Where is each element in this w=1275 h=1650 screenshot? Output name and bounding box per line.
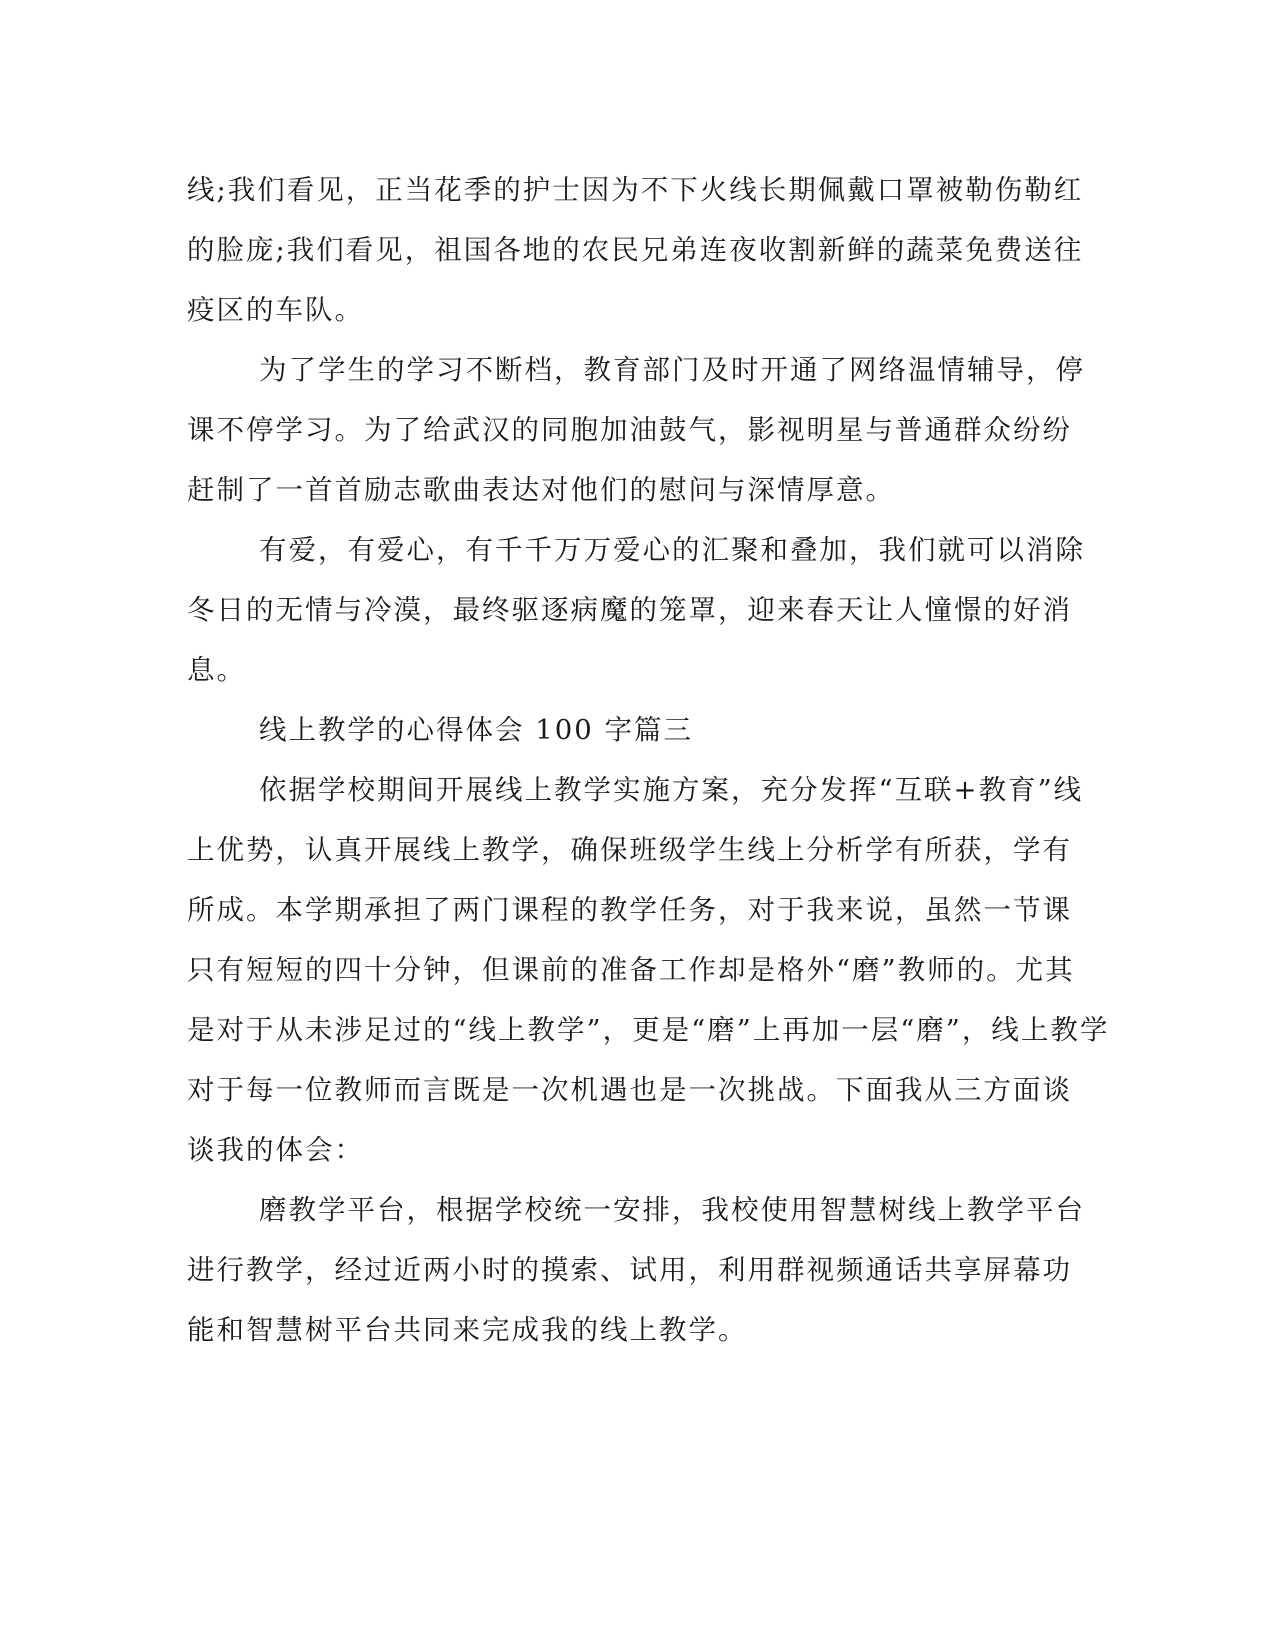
text-line: 能和智慧树平台共同来完成我的线上教学。 (187, 1314, 748, 1346)
text-line: 疫区的车队。 (187, 294, 364, 326)
text-line: 冬日的无情与冷漠，最终驱逐病魔的笼罩，迎来春天让人憧憬的好消 (187, 594, 1072, 626)
text-line: 只有短短的四十分钟，但课前的准备工作却是格外“磨”教师的。尤其 (187, 954, 1075, 986)
text-line: 是对于从未涉足过的“线上教学”，更是“磨”上再加一层“磨”，线上教学 (187, 1014, 1110, 1046)
section-heading: 线上教学的心得体会 100 字篇三 (259, 714, 693, 746)
text-line: 课不停学习。为了给武汉的同胞加油鼓气，影视明星与普通群众纷纷 (187, 414, 1072, 446)
paragraph-first-line: 依据学校期间开展线上教学实施方案，充分发挥“互联+教育”线 (259, 774, 1084, 806)
text-line: 进行教学，经过近两小时的摸索、试用，利用群视频通话共享屏幕功 (187, 1254, 1072, 1286)
paragraph-first-line: 有爱，有爱心，有千千万万爱心的汇聚和叠加，我们就可以消除 (259, 534, 1085, 566)
text-line: 的脸庞;我们看见，祖国各地的农民兄弟连夜收割新鲜的蔬菜免费送往 (187, 234, 1084, 266)
document-body (187, 160, 1110, 1360)
text-line: 所成。本学期承担了两门课程的教学任务，对于我来说，虽然一节课 (187, 894, 1072, 926)
paragraph-first-line: 为了学生的学习不断档，教育部门及时开通了网络温情辅导，停 (259, 354, 1085, 386)
text-line: 谈我的体会： (187, 1134, 364, 1166)
text-line: 赶制了一首首励志歌曲表达对他们的慰问与深情厚意。 (187, 474, 895, 506)
text-line: 上优势，认真开展线上教学，确保班级学生线上分析学有所获，学有 (187, 834, 1072, 866)
text-line: 对于每一位教师而言既是一次机遇也是一次挑战。下面我从三方面谈 (187, 1074, 1072, 1106)
text-line: 线;我们看见，正当花季的护士因为不下火线长期佩戴口罩被勒伤勒红 (187, 174, 1084, 206)
paragraph-first-line: 磨教学平台，根据学校统一安排，我校使用智慧树线上教学平台 (259, 1194, 1085, 1226)
text-line: 息。 (187, 654, 246, 686)
